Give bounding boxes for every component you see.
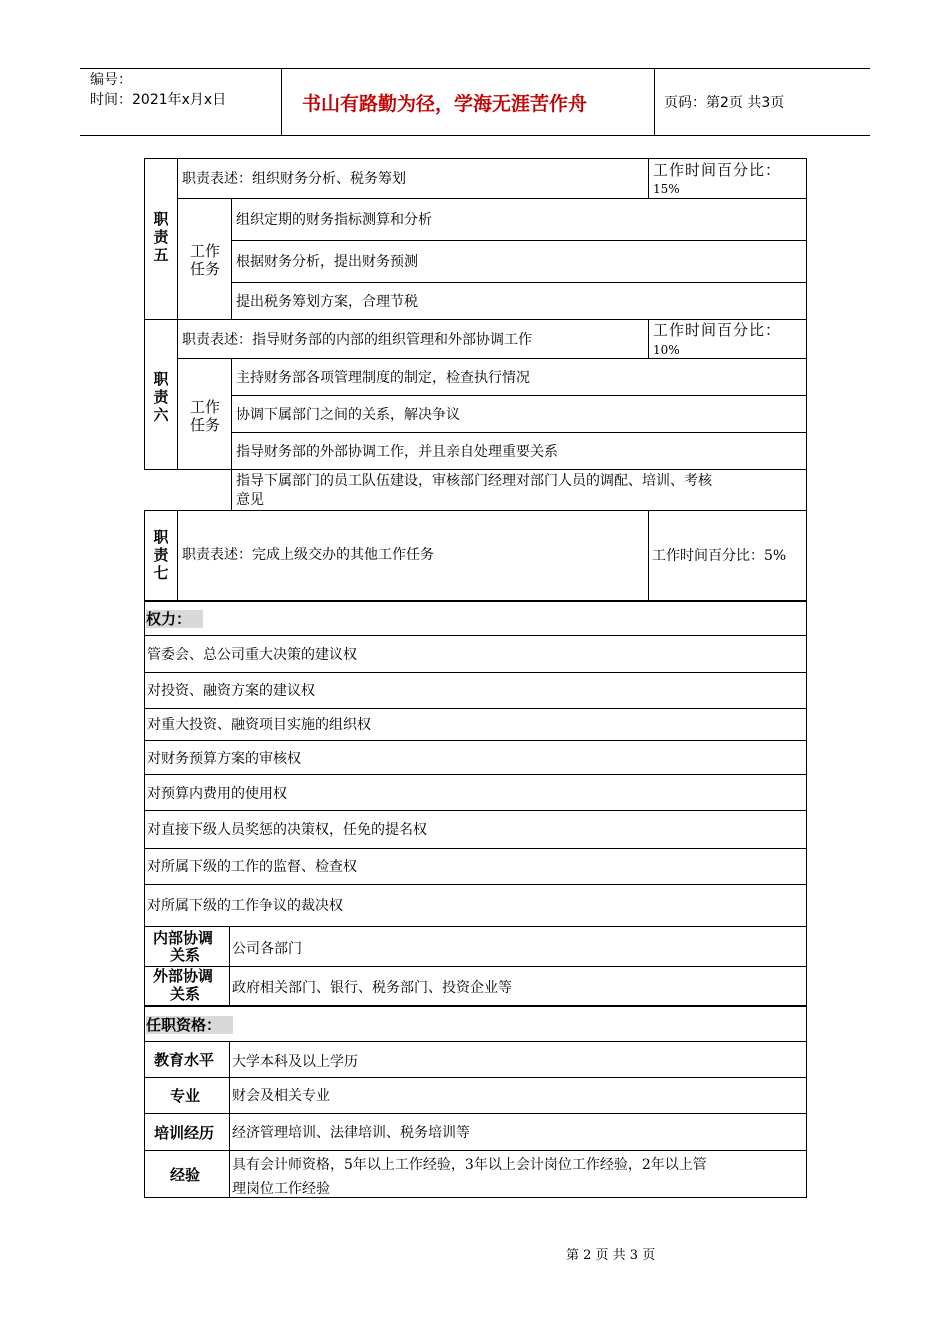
duty-six-time-value: 10%	[653, 343, 680, 357]
internal-relations-label-1: 内部协调	[153, 929, 214, 947]
power-item-6: 对直接下级人员奖惩的决策权，任免的提名权	[147, 822, 427, 838]
duty-six-task-label: 工作任务	[189, 398, 220, 434]
power-item-2: 对投资、融资方案的建议权	[147, 683, 315, 699]
duty-six-extra-task-line-1: 指导下属部门的员工队伍建设，审核部门经理对部门人员的调配、培训、考核	[236, 473, 712, 489]
internal-relations-value: 公司各部门	[232, 941, 302, 957]
duty-five-label: 职责五	[153, 210, 169, 264]
experience-label: 经验	[170, 1166, 201, 1184]
experience-line-2: 理岗位工作经验	[232, 1181, 330, 1197]
page-footer: 第 2 页 共 3 页	[566, 1248, 656, 1263]
education-label: 教育水平	[154, 1051, 215, 1069]
duty-seven-time: 工作时间百分比：5%	[652, 548, 787, 564]
training-label: 培训经历	[154, 1124, 215, 1142]
duty-seven-label: 职责七	[153, 528, 169, 582]
external-relations-value: 政府相关部门、银行、税务部门、投资企业等	[232, 980, 512, 996]
major-value: 财会及相关专业	[232, 1088, 330, 1104]
duty-six-task-3: 指导财务部的外部协调工作，并且亲自处理重要关系	[236, 444, 558, 460]
external-relations-label-1: 外部协调	[153, 967, 214, 985]
duty-five-task-label: 工作任务	[189, 242, 220, 278]
power-item-4: 对财务预算方案的审核权	[147, 751, 301, 767]
training-value: 经济管理培训、法律培训、税务培训等	[232, 1125, 470, 1141]
document-date: 时间：2021年x月x日	[90, 92, 227, 108]
duty-five-task-3: 提出税务筹划方案，合理节税	[236, 294, 418, 310]
power-item-8: 对所属下级的工作争议的裁决权	[147, 898, 343, 914]
internal-relations-label-2: 关系	[170, 946, 201, 964]
external-relations-label-2: 关系	[170, 985, 201, 1003]
qualifications-heading: 任职资格：	[146, 1016, 233, 1034]
duty-seven-description: 职责表述：完成上级交办的其他工作任务	[182, 547, 434, 563]
duty-six-time-label: 工作时间百分比：	[653, 321, 782, 339]
education-value: 大学本科及以上学历	[232, 1054, 358, 1070]
power-item-3: 对重大投资、融资项目实施的组织权	[147, 717, 371, 733]
power-item-7: 对所属下级的工作的监督、检查权	[147, 859, 357, 875]
duty-six-task-2: 协调下属部门之间的关系，解决争议	[236, 407, 460, 423]
duty-six-task-1: 主持财务部各项管理制度的制定，检查执行情况	[236, 370, 530, 386]
major-label: 专业	[170, 1087, 201, 1105]
power-item-1: 管委会、总公司重大决策的建议权	[147, 647, 357, 663]
duty-six-label: 职责六	[153, 370, 169, 424]
duty-five-task-2: 根据财务分析，提出财务预测	[236, 254, 418, 270]
duty-six-extra-task-line-2: 意见	[236, 492, 264, 508]
page-info: 页码：第2页 共3页	[664, 95, 785, 111]
powers-heading: 权力：	[146, 610, 203, 628]
duty-five-task-1: 组织定期的财务指标测算和分析	[236, 212, 432, 228]
duty-five-description: 职责表述：组织财务分析、税务筹划	[182, 171, 406, 187]
power-item-5: 对预算内费用的使用权	[147, 786, 287, 802]
document-number-label: 编号：	[90, 72, 132, 88]
duty-six-description: 职责表述：指导财务部的内部的组织管理和外部协调工作	[182, 332, 532, 348]
duty-five-time-value: 15%	[653, 182, 680, 196]
header-motto: 书山有路勤为径，学海无涯苦作舟	[302, 93, 588, 115]
duty-five-time-label: 工作时间百分比：	[653, 161, 782, 179]
experience-line-1: 具有会计师资格，5年以上工作经验，3年以上会计岗位工作经验，2年以上管	[232, 1157, 707, 1173]
